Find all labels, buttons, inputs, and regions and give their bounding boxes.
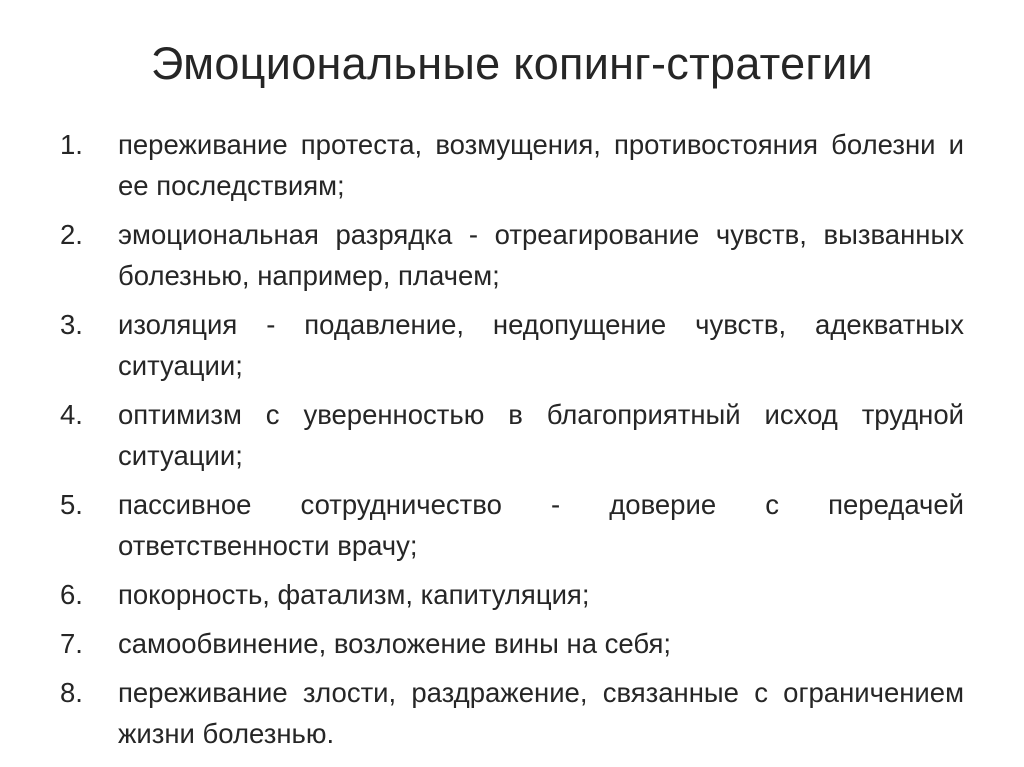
list-item-text: самообвинение, возложение вины на себя;	[118, 628, 672, 659]
strategy-list	[60, 124, 964, 762]
list-item	[60, 304, 964, 386]
list-item-number: 7.	[60, 628, 83, 659]
slide-title: Эмоциональные копинг-стратегии	[150, 38, 873, 89]
list-item	[60, 672, 964, 754]
list-item	[60, 124, 964, 206]
list-item	[60, 214, 964, 296]
list-item-number: 1.	[60, 129, 83, 160]
list-item-text: покорность, фатализм, капитуляция;	[118, 579, 590, 610]
list-item-number: 4.	[60, 399, 83, 430]
list-item-number: 2.	[60, 219, 83, 250]
list-item-number: 8.	[60, 677, 83, 708]
list-item	[60, 623, 964, 664]
list-item-number: 5.	[60, 489, 83, 520]
list-item	[60, 574, 964, 615]
list-item-text: пассивное сотрудничество - доверие с передачей ответственности врачу;	[118, 489, 964, 561]
list-item-text: переживание протеста, возмущения, противостояния болезни и ее последствиям;	[118, 129, 964, 201]
list-item	[60, 394, 964, 476]
list-item-number: 3.	[60, 309, 83, 340]
list-item-text: изоляция - подавление, недопущение чувств, адекватных ситуации;	[118, 309, 964, 381]
list-item-text: переживание злости, раздражение, связанные с ограничением жизни болезнью.	[118, 677, 964, 749]
list-item-text: оптимизм с уверенностью в благоприятный исход трудной ситуации;	[118, 399, 964, 471]
list-item	[60, 484, 964, 566]
list-item-text: эмоциональная разрядка - отреагирование чувств, вызванных болезнью, например, плачем;	[118, 219, 964, 291]
list-item-number: 6.	[60, 579, 83, 610]
